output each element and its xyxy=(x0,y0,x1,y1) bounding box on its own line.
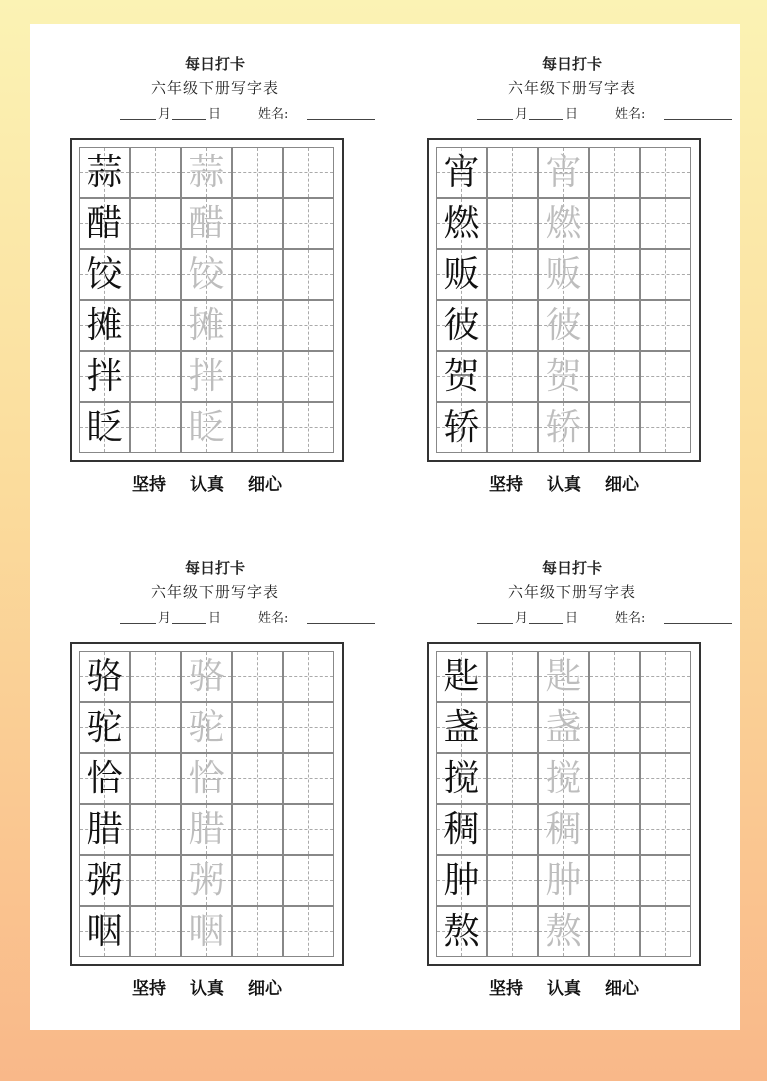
tracing-character: 驼 xyxy=(188,707,225,748)
month-label: 月 xyxy=(515,107,529,122)
writing-cell[interactable] xyxy=(232,300,283,351)
sheet-title: 每日打卡 xyxy=(184,559,245,577)
name-label: 姓名: xyxy=(615,107,646,122)
model-character: 燃 xyxy=(443,203,480,244)
tracing-character: 肿 xyxy=(545,860,582,901)
writing-cell[interactable] xyxy=(436,198,487,249)
grid-row xyxy=(436,855,692,906)
writing-cell[interactable] xyxy=(589,804,640,855)
writing-cell[interactable] xyxy=(640,300,691,351)
writing-cell[interactable] xyxy=(436,753,487,804)
name-blank[interactable] xyxy=(307,119,375,120)
writing-cell[interactable] xyxy=(283,147,334,198)
writing-cell[interactable] xyxy=(181,300,232,351)
model-character: 骆 xyxy=(86,656,123,697)
writing-cell[interactable] xyxy=(538,198,589,249)
writing-cell[interactable] xyxy=(283,855,334,906)
writing-cell[interactable] xyxy=(640,198,691,249)
writing-cell[interactable] xyxy=(130,906,181,957)
writing-cell[interactable] xyxy=(130,702,181,753)
writing-cell[interactable] xyxy=(79,906,130,957)
tracing-character: 饺 xyxy=(188,254,225,295)
writing-cell[interactable] xyxy=(436,906,487,957)
writing-cell[interactable] xyxy=(487,702,538,753)
writing-cell[interactable] xyxy=(436,804,487,855)
writing-cell[interactable] xyxy=(640,351,691,402)
sheet-1 xyxy=(70,52,360,495)
writing-cell[interactable] xyxy=(130,249,181,300)
model-character: 眨 xyxy=(86,407,123,448)
motto-word: 坚持 xyxy=(489,979,523,999)
writing-cell[interactable] xyxy=(283,402,334,453)
grid-row xyxy=(79,402,335,453)
motto-word: 坚持 xyxy=(132,475,166,495)
sheet-3 xyxy=(70,556,360,999)
tracing-character: 燃 xyxy=(545,203,582,244)
day-label: 日 xyxy=(208,107,222,122)
writing-cell[interactable] xyxy=(181,651,232,702)
writing-cell[interactable] xyxy=(181,147,232,198)
writing-cell[interactable] xyxy=(538,351,589,402)
motto-word: 细心 xyxy=(248,475,282,495)
grid-row xyxy=(436,147,692,198)
name-label: 姓名: xyxy=(258,107,289,122)
grid-row xyxy=(436,906,692,957)
grid-inner xyxy=(436,651,692,957)
motto-word: 细心 xyxy=(605,475,639,495)
tracing-character: 轿 xyxy=(545,407,582,448)
motto-word: 认真 xyxy=(190,475,224,495)
writing-cell[interactable] xyxy=(232,804,283,855)
model-character: 驼 xyxy=(86,707,123,748)
day-blank[interactable] xyxy=(172,623,206,624)
writing-cell[interactable] xyxy=(640,753,691,804)
writing-cell[interactable] xyxy=(640,702,691,753)
writing-cell[interactable] xyxy=(283,198,334,249)
day-label: 日 xyxy=(208,611,222,626)
month-blank[interactable] xyxy=(120,623,156,624)
motto-word: 认真 xyxy=(190,979,224,999)
writing-cell[interactable] xyxy=(589,906,640,957)
model-character: 熬 xyxy=(443,911,480,952)
motto-word: 认真 xyxy=(547,475,581,495)
writing-cell[interactable] xyxy=(640,855,691,906)
writing-cell[interactable] xyxy=(538,855,589,906)
model-character: 宵 xyxy=(443,152,480,193)
writing-cell[interactable] xyxy=(79,402,130,453)
motto-word: 坚持 xyxy=(132,979,166,999)
month-label: 月 xyxy=(515,611,529,626)
writing-cell[interactable] xyxy=(538,702,589,753)
writing-cell[interactable] xyxy=(436,351,487,402)
grid-row xyxy=(79,249,335,300)
writing-cell[interactable] xyxy=(538,906,589,957)
model-character: 稠 xyxy=(443,809,480,850)
writing-cell[interactable] xyxy=(79,351,130,402)
writing-cell[interactable] xyxy=(232,855,283,906)
writing-cell[interactable] xyxy=(538,402,589,453)
grid-inner xyxy=(79,651,335,957)
motto-line xyxy=(427,470,701,495)
tracing-character: 粥 xyxy=(188,860,225,901)
writing-cell[interactable] xyxy=(232,702,283,753)
grid-row xyxy=(79,300,335,351)
writing-cell[interactable] xyxy=(436,147,487,198)
writing-cell[interactable] xyxy=(130,753,181,804)
writing-cell[interactable] xyxy=(487,651,538,702)
writing-cell[interactable] xyxy=(130,855,181,906)
writing-cell[interactable] xyxy=(181,906,232,957)
writing-cell[interactable] xyxy=(589,351,640,402)
motto-line xyxy=(70,470,344,495)
writing-cell[interactable] xyxy=(181,249,232,300)
day-label: 日 xyxy=(565,611,579,626)
model-character: 匙 xyxy=(443,656,480,697)
writing-cell[interactable] xyxy=(640,651,691,702)
day-blank[interactable] xyxy=(529,623,563,624)
writing-cell[interactable] xyxy=(487,249,538,300)
writing-cell[interactable] xyxy=(130,147,181,198)
model-character: 贩 xyxy=(443,254,480,295)
model-character: 粥 xyxy=(86,860,123,901)
sheet-4 xyxy=(427,556,717,999)
writing-cell[interactable] xyxy=(232,753,283,804)
worksheet-page xyxy=(30,24,740,1030)
month-blank[interactable] xyxy=(477,623,513,624)
writing-cell[interactable] xyxy=(487,906,538,957)
writing-cell[interactable] xyxy=(436,855,487,906)
grid-row xyxy=(79,702,335,753)
writing-cell[interactable] xyxy=(130,804,181,855)
sheet-subtitle: 六年级下册写字表 xyxy=(150,79,279,97)
day-label: 日 xyxy=(565,107,579,122)
writing-cell[interactable] xyxy=(538,651,589,702)
grid-row xyxy=(436,702,692,753)
writing-cell[interactable] xyxy=(181,855,232,906)
writing-cell[interactable] xyxy=(640,906,691,957)
grid-row xyxy=(79,753,335,804)
day-blank[interactable] xyxy=(172,119,206,120)
grid-row xyxy=(436,300,692,351)
model-character: 轿 xyxy=(443,407,480,448)
writing-cell[interactable] xyxy=(79,147,130,198)
writing-cell[interactable] xyxy=(79,300,130,351)
date-name-line xyxy=(427,100,717,128)
tracing-character: 骆 xyxy=(188,656,225,697)
motto-line xyxy=(427,974,701,999)
tracing-character: 宵 xyxy=(545,152,582,193)
month-blank[interactable] xyxy=(120,119,156,120)
writing-cell[interactable] xyxy=(181,198,232,249)
model-character: 腊 xyxy=(86,809,123,850)
writing-cell[interactable] xyxy=(538,753,589,804)
model-character: 醋 xyxy=(86,203,123,244)
grid-inner xyxy=(79,147,335,453)
grid-row xyxy=(79,906,335,957)
writing-cell[interactable] xyxy=(283,906,334,957)
tracing-character: 恰 xyxy=(188,758,225,799)
writing-cell[interactable] xyxy=(487,300,538,351)
name-blank[interactable] xyxy=(664,623,732,624)
writing-cell[interactable] xyxy=(181,351,232,402)
tracing-character: 蒜 xyxy=(188,152,225,193)
writing-cell[interactable] xyxy=(589,402,640,453)
model-character: 彼 xyxy=(443,305,480,346)
writing-cell[interactable] xyxy=(283,300,334,351)
tracing-character: 搅 xyxy=(545,758,582,799)
writing-cell[interactable] xyxy=(79,702,130,753)
writing-cell[interactable] xyxy=(589,147,640,198)
writing-cell[interactable] xyxy=(640,249,691,300)
motto-word: 细心 xyxy=(248,979,282,999)
writing-cell[interactable] xyxy=(79,198,130,249)
grid-row xyxy=(436,804,692,855)
tracing-character: 腊 xyxy=(188,809,225,850)
tracing-character: 盏 xyxy=(545,707,582,748)
grid-row xyxy=(79,804,335,855)
name-blank[interactable] xyxy=(664,119,732,120)
writing-cell[interactable] xyxy=(538,300,589,351)
name-label: 姓名: xyxy=(258,611,289,626)
writing-cell[interactable] xyxy=(538,147,589,198)
tracing-character: 眨 xyxy=(188,407,225,448)
writing-cell[interactable] xyxy=(487,855,538,906)
model-character: 拌 xyxy=(86,356,123,397)
sheet-2 xyxy=(427,52,717,495)
writing-cell[interactable] xyxy=(232,249,283,300)
writing-cell[interactable] xyxy=(283,804,334,855)
writing-cell[interactable] xyxy=(589,249,640,300)
writing-cell[interactable] xyxy=(538,249,589,300)
date-name-line xyxy=(70,604,360,632)
writing-cell[interactable] xyxy=(487,198,538,249)
writing-cell[interactable] xyxy=(232,351,283,402)
writing-cell[interactable] xyxy=(130,198,181,249)
grid-row xyxy=(436,651,692,702)
writing-cell[interactable] xyxy=(487,753,538,804)
writing-cell[interactable] xyxy=(130,351,181,402)
month-label: 月 xyxy=(158,611,172,626)
grid-row xyxy=(79,855,335,906)
writing-cell[interactable] xyxy=(283,249,334,300)
model-character: 蒜 xyxy=(86,152,123,193)
writing-cell[interactable] xyxy=(436,402,487,453)
writing-cell[interactable] xyxy=(232,198,283,249)
grid-row xyxy=(436,351,692,402)
writing-cell[interactable] xyxy=(589,651,640,702)
grid-inner xyxy=(436,147,692,453)
tracing-character: 贩 xyxy=(545,254,582,295)
writing-cell[interactable] xyxy=(232,402,283,453)
model-character: 饺 xyxy=(86,254,123,295)
writing-cell[interactable] xyxy=(283,753,334,804)
writing-cell[interactable] xyxy=(487,147,538,198)
model-character: 摊 xyxy=(86,305,123,346)
writing-cell[interactable] xyxy=(436,249,487,300)
name-label: 姓名: xyxy=(615,611,646,626)
writing-cell[interactable] xyxy=(487,402,538,453)
date-name-line xyxy=(427,604,717,632)
writing-cell[interactable] xyxy=(181,753,232,804)
tracing-character: 熬 xyxy=(545,911,582,952)
grid-row xyxy=(436,753,692,804)
writing-cell[interactable] xyxy=(79,855,130,906)
sheet-title: 每日打卡 xyxy=(541,559,602,577)
writing-grid xyxy=(70,642,344,966)
grid-row xyxy=(436,198,692,249)
writing-cell[interactable] xyxy=(487,351,538,402)
writing-cell[interactable] xyxy=(283,702,334,753)
model-character: 肿 xyxy=(443,860,480,901)
writing-cell[interactable] xyxy=(130,300,181,351)
tracing-character: 贺 xyxy=(545,356,582,397)
sheet-subtitle: 六年级下册写字表 xyxy=(150,583,279,601)
month-label: 月 xyxy=(158,107,172,122)
writing-cell[interactable] xyxy=(283,351,334,402)
grid-row xyxy=(79,147,335,198)
writing-cell[interactable] xyxy=(640,147,691,198)
writing-cell[interactable] xyxy=(130,651,181,702)
model-character: 恰 xyxy=(86,758,123,799)
grid-row xyxy=(436,402,692,453)
model-character: 贺 xyxy=(443,356,480,397)
writing-cell[interactable] xyxy=(589,198,640,249)
tracing-character: 匙 xyxy=(545,656,582,697)
writing-cell[interactable] xyxy=(232,651,283,702)
model-character: 搅 xyxy=(443,758,480,799)
month-blank[interactable] xyxy=(477,119,513,120)
writing-cell[interactable] xyxy=(181,402,232,453)
name-blank[interactable] xyxy=(307,623,375,624)
writing-cell[interactable] xyxy=(232,906,283,957)
writing-cell[interactable] xyxy=(181,804,232,855)
tracing-character: 彼 xyxy=(545,305,582,346)
sheet-title: 每日打卡 xyxy=(541,55,602,73)
writing-cell[interactable] xyxy=(436,300,487,351)
writing-cell[interactable] xyxy=(589,753,640,804)
sheet-title: 每日打卡 xyxy=(184,55,245,73)
writing-cell[interactable] xyxy=(538,804,589,855)
writing-cell[interactable] xyxy=(232,147,283,198)
writing-cell[interactable] xyxy=(487,804,538,855)
writing-cell[interactable] xyxy=(589,702,640,753)
grid-row xyxy=(436,249,692,300)
day-blank[interactable] xyxy=(529,119,563,120)
writing-grid xyxy=(427,138,701,462)
sheet-subtitle: 六年级下册写字表 xyxy=(507,583,636,601)
tracing-character: 醋 xyxy=(188,203,225,244)
tracing-character: 摊 xyxy=(188,305,225,346)
writing-cell[interactable] xyxy=(640,804,691,855)
writing-cell[interactable] xyxy=(283,651,334,702)
motto-line xyxy=(70,974,344,999)
tracing-character: 稠 xyxy=(545,809,582,850)
writing-cell[interactable] xyxy=(79,249,130,300)
writing-cell[interactable] xyxy=(436,651,487,702)
writing-grid xyxy=(70,138,344,462)
grid-row xyxy=(79,651,335,702)
grid-row xyxy=(79,351,335,402)
model-character: 盏 xyxy=(443,707,480,748)
writing-cell[interactable] xyxy=(79,651,130,702)
sheet-subtitle: 六年级下册写字表 xyxy=(507,79,636,97)
writing-cell[interactable] xyxy=(79,804,130,855)
writing-cell[interactable] xyxy=(640,402,691,453)
grid-row xyxy=(79,198,335,249)
motto-word: 坚持 xyxy=(489,475,523,495)
motto-word: 认真 xyxy=(547,979,581,999)
writing-cell[interactable] xyxy=(589,855,640,906)
writing-cell[interactable] xyxy=(589,300,640,351)
writing-cell[interactable] xyxy=(79,753,130,804)
tracing-character: 咽 xyxy=(188,911,225,952)
model-character: 咽 xyxy=(86,911,123,952)
writing-cell[interactable] xyxy=(130,402,181,453)
writing-grid xyxy=(427,642,701,966)
date-name-line xyxy=(70,100,360,128)
writing-cell[interactable] xyxy=(436,702,487,753)
writing-cell[interactable] xyxy=(181,702,232,753)
tracing-character: 拌 xyxy=(188,356,225,397)
motto-word: 细心 xyxy=(605,979,639,999)
